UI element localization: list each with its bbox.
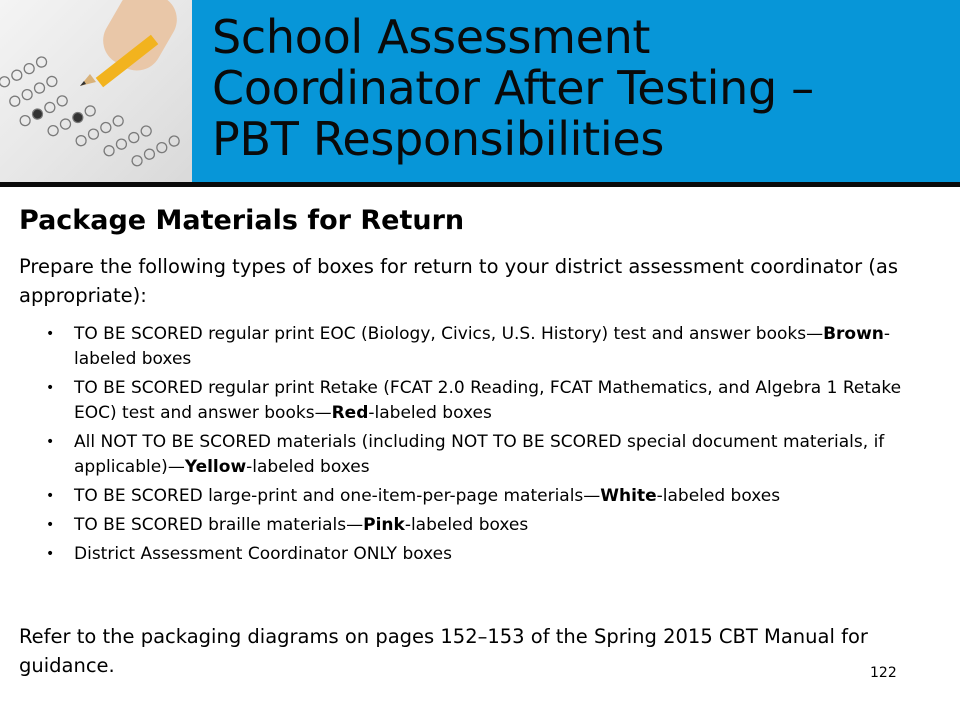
box-type-list bbox=[36, 322, 926, 571]
list-item: • TO BE SCORED large-print and one-item-per-page materials—White-labeled boxes bbox=[36, 484, 926, 509]
bubble-answer-sheet-with-pencil-icon bbox=[0, 0, 192, 184]
bullet-dot-icon: • bbox=[46, 517, 55, 533]
title-line-1: School Assessment bbox=[212, 10, 651, 64]
intro-paragraph: Prepare the following types of boxes for return to your district assessment coordinator (as appropriate): bbox=[19, 255, 898, 307]
title-line-2: Coordinator After Testing – bbox=[212, 61, 814, 115]
bullet-dot-icon: • bbox=[46, 326, 55, 342]
list-item: • TO BE SCORED braille materials—Pink-labeled boxes bbox=[36, 513, 926, 538]
header-photo bbox=[0, 0, 192, 184]
header-divider bbox=[0, 182, 960, 187]
list-item: • All NOT TO BE SCORED materials (including NOT TO BE SCORED special document materials, if applicable)—Yellow-labeled boxes bbox=[46, 432, 885, 477]
list-item: • District Assessment Coordinator ONLY boxes bbox=[36, 542, 926, 567]
bullet-dot-icon: • bbox=[46, 488, 55, 504]
bullet-dot-icon: • bbox=[46, 434, 55, 450]
title-band bbox=[192, 0, 960, 184]
list-item: • TO BE SCORED regular print EOC (Biology, Civics, U.S. History) test and answer books—Brown-labeled boxes bbox=[46, 324, 891, 369]
bullet-dot-icon: • bbox=[46, 546, 55, 562]
page-number: 122 bbox=[870, 665, 897, 681]
bullet-dot-icon: • bbox=[46, 380, 55, 396]
outro-paragraph: Refer to the packaging diagrams on pages 152–153 of the Spring 2015 CBT Manual for guidance. bbox=[19, 625, 868, 677]
section-heading: Package Materials for Return bbox=[19, 205, 465, 236]
title-line-3: PBT Responsibilities bbox=[212, 112, 665, 166]
slide-title bbox=[212, 12, 952, 165]
list-item: • TO BE SCORED regular print Retake (FCAT 2.0 Reading, FCAT Mathematics, and Algebra 1 Retake EOC) test and answer books—Red-labeled boxes bbox=[46, 378, 902, 423]
